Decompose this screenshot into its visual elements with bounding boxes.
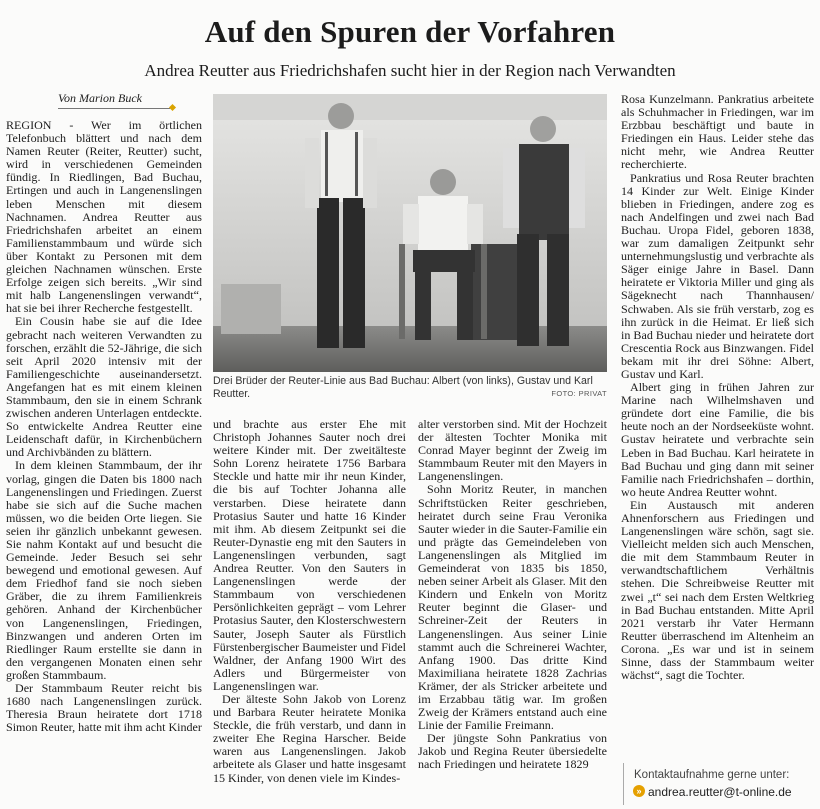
paragraph: Ein Austausch mit anderen Ahnenforschern aus Friedingen und Langenenslingen wäre schön, sagt sie. Vielleicht melden sich auch Menschen, die mit dem Stammbaum Reuter in verwandtschaftlichem Verhältnis stehen. Die Schreibweise Reutter mit zwei „t“ sei nach dem Ersten Weltkrieg in Bad Buchau entstanden. Mitte April 2021 verstarb ihr Vater Hermann Reutter überraschend im Altenheim an Corona. „Es war und ist in seinem Sinne, dass der Stammbaum weiter wächst“, sagt die Tochter.: [621, 497, 814, 683]
paragraph: und brachte aus erster Ehe mit Christoph Johannes Sauter noch drei weitere Kinder mit. Der zweitälteste Sohn Lorenz heiratete 1756 Barbara Steckle und hatte mir ihr neun Kinder, die bis auf Tochter Johanna alle verstarben. Diese heiratete dann Protasius Sauter und hatte 16 Kinder mit ihm. Ab diesem Zeitpunkt sei die Reuter-Dynastie eng mit den Sauters in Langenenslingen verbunden, sagt Andrea Reutter. Von den Sauters in Langenenslingen werde der Stammbaum von verschiedenen Persönlichkeiten geprägt – vom Lehrer Protasius Sauter, den Klosterschwestern Sauter, Joseph Sauter als Fürstlich Fürstenbergischer Baumeister und Fidel Waldner, der Anfang 1900 Wirt des Adlers und Bürgermeister von Langenenslingen war.: [213, 417, 406, 693]
paragraph: Der Stammbaum Reuter reicht bis 1680 nach Langenenslingen zurück. Theresia Braun heiratete dort 1718 Simon Reuter, hatte mit ihm acht Kinder: [6, 681, 202, 735]
contact-box: [623, 763, 818, 805]
paragraph: alter verstorben sind. Mit der Hochzeit der ältesten Tochter Monika mit Conrad Mayer beginnt der Zweig im Stammbaum Reuter mit den Mayers in Langenenslingen.: [418, 417, 607, 484]
paragraph: Rosa Kunzelmann. Pankratius arbeitete als Schuhmacher in Friedingen, war im Erzbbau beschäftigt und baute in Friedingen ein Haus. Leider stehe das nicht mehr, wie Andrea Reutter recherchierte.: [621, 92, 814, 172]
paragraph: Pankratius und Rosa Reuter brachten 14 Kinder zur Welt. Einige Kinder blieben in Friedingen, andere zog es nach Andelfingen und zwei nach Bad Buchau. Uropa Fidel, geboren 1838, war zum damaligen Zeitpunkt sehr unternehmungslustig und verbrachte als Säger einige Jahre in Basel. Dann heiratete er Viktoria Miller und ging als Sägeknecht nach Thannhausen/ Schwaben. Als sie früh verstarb, zog es ihn zurück in die Heimat. Er ließ sich in Bad Buchau nieder und heiratete dort Crescentia Rock aus Binzwangen. Fidel bekam mit ihr drei Söhne: Albert, Gustav und Karl.: [621, 170, 814, 381]
arrow-right-icon: »: [633, 785, 645, 797]
photo-caption: [213, 375, 607, 400]
paragraph: REGION - Wer im örtlichen Telefonbuch blättert und nach dem Namen Reuter (Reiter, Reutter) sucht, wird in verschiedenen Gemeinden fündig. In Riedlingen, Bad Buchau, Ertingen und auch in Langenenslingen leben Menschen mit diesem Nachnamen. Andrea Reutter aus Friedrichshafen arbeitet an einem Familienstammbaum und würde sich über Kontakt zu Personen mit dem gleichen Nachnamen wünschen. Erste Erfolge zeigen sich bereits. „Wir sind mit halb Langenenslingen verwandt“, hat sie bei ihrer Recherche festgestellt.: [6, 118, 202, 316]
byline-accent-dot: [169, 104, 176, 111]
subheadline: Andrea Reutter aus Friedrichshafen sucht hier in der Region nach Verwandten: [144, 61, 676, 80]
paragraph: Ein Cousin habe sie auf die Idee gebracht nach weiteren Verwandten zu forschen, erzählt die 52-Jährige, die sich seit April 2020 intensiv mit der Familiengeschichte auseinandersetzt. Angefangen hat es mit einem kleinen Stammbaum, den sie in einem Schrank zwischen anderen Unterlagen entdeckte. So entwickelte Andrea Reutter eine Leidenschaft dafür, in Kirchenbüchern und Archivbänden zu blättern.: [6, 314, 202, 460]
paragraph: Albert ging in frühen Jahren zur Marine nach Wilhelmshaven und gründete dort eine Familie, die bis heute noch an der Nordseeküste wohnt. Gustav heiratete und verbrachte sein Leben in Bad Buchau. Karl heiratete in Bad Buchau und ging dann mit seiner Familie nach Friedrichshafen – dorthin, wo heute Andrea Reutter wohnt.: [621, 380, 814, 499]
paragraph: In dem kleinen Stammbaum, der ihr vorlag, gingen die Daten bis 1800 nach Langenenslingen und Friedingen. Zuerst habe sie sich auf die Suche machen müssen, wo die beiden Orte liegen. Sie seien ihr gänzlich unbekannt gewesen. Sie nahm Kontakt auf und besucht die Gemeinde. Jeder Besuch sei sehr bewegend und emotional gewesen. Auf dem Friedhof fand sie noch sieben Gräber, die zu ihrem Familienkreis gehören. Anhand der Kirchenbücher von Langenenslingen, Friedingen, Binzwangen und anderen Orten im Riedlinger Raum erstellte sie dann in den vergangenen Monaten einen sehr großen Stammbaum.: [6, 458, 202, 682]
paragraph: Sohn Moritz Reuter, in manchen Schriftstücken Reiter geschrieben, heiratet durch seine Frau Veronika Sauter wieder in die Sauter-Familie ein und prägte das Gemeindeleben von Langenenslingen als Mitglied im Gemeinderat von 1835 bis 1850, neben seiner Arbeit als Glaser. Mit den Kindern und Enkeln von Moritz Reuter beginnt die Glaser- und Schreiner-Zeit der Reuters in Langenenslingen. Aus seiner Linie stammt auch die Schreinerei Wachter, Anfang 1900. Das dritte Kind Maximiliana heiratete 1828 Zachrias Krämer, der als Stricker arbeitete und im Erzabbau tätig war. Im großen Zweig der Krämers entstand auch eine Linie der Familie Freimann.: [418, 482, 607, 733]
article-column-1: [6, 119, 202, 734]
byline: Von Marion Buck: [58, 91, 142, 105]
page-title: Auf den Spuren der Vorfahren: [204, 14, 616, 49]
photo-credit: FOTO: PRIVAT: [551, 388, 607, 398]
paragraph: Der jüngste Sohn Pankratius von Jakob und Regina Reuter übersiedelte nach Friedingen und heiratete 1829: [418, 731, 607, 772]
photo: [213, 94, 607, 372]
contact-email-link[interactable]: andrea.reutter@t-online.de: [648, 785, 792, 799]
contact-label: Kontaktaufnahme gerne unter:: [634, 769, 790, 781]
article-column-2: [213, 418, 406, 785]
caption-text: Drei Brüder der Reuter-Linie aus Bad Buchau: Albert (von links), Gustav und Karl Reutter.: [213, 375, 593, 400]
article-column-3: [418, 418, 607, 772]
byline-rule: [58, 108, 170, 109]
article-column-4: [621, 93, 814, 682]
paragraph: Der älteste Sohn Jakob von Lorenz und Barbara Reuter heiratete Monika Steckle, die früh verstarb, und dann in zweiter Ehe Regina Harscher. Beide waren aus Langenenslingen. Jakob arbeitete als Glaser und hatte insgesamt 15 Kinder, von denen viele im Kindes-: [213, 691, 406, 785]
